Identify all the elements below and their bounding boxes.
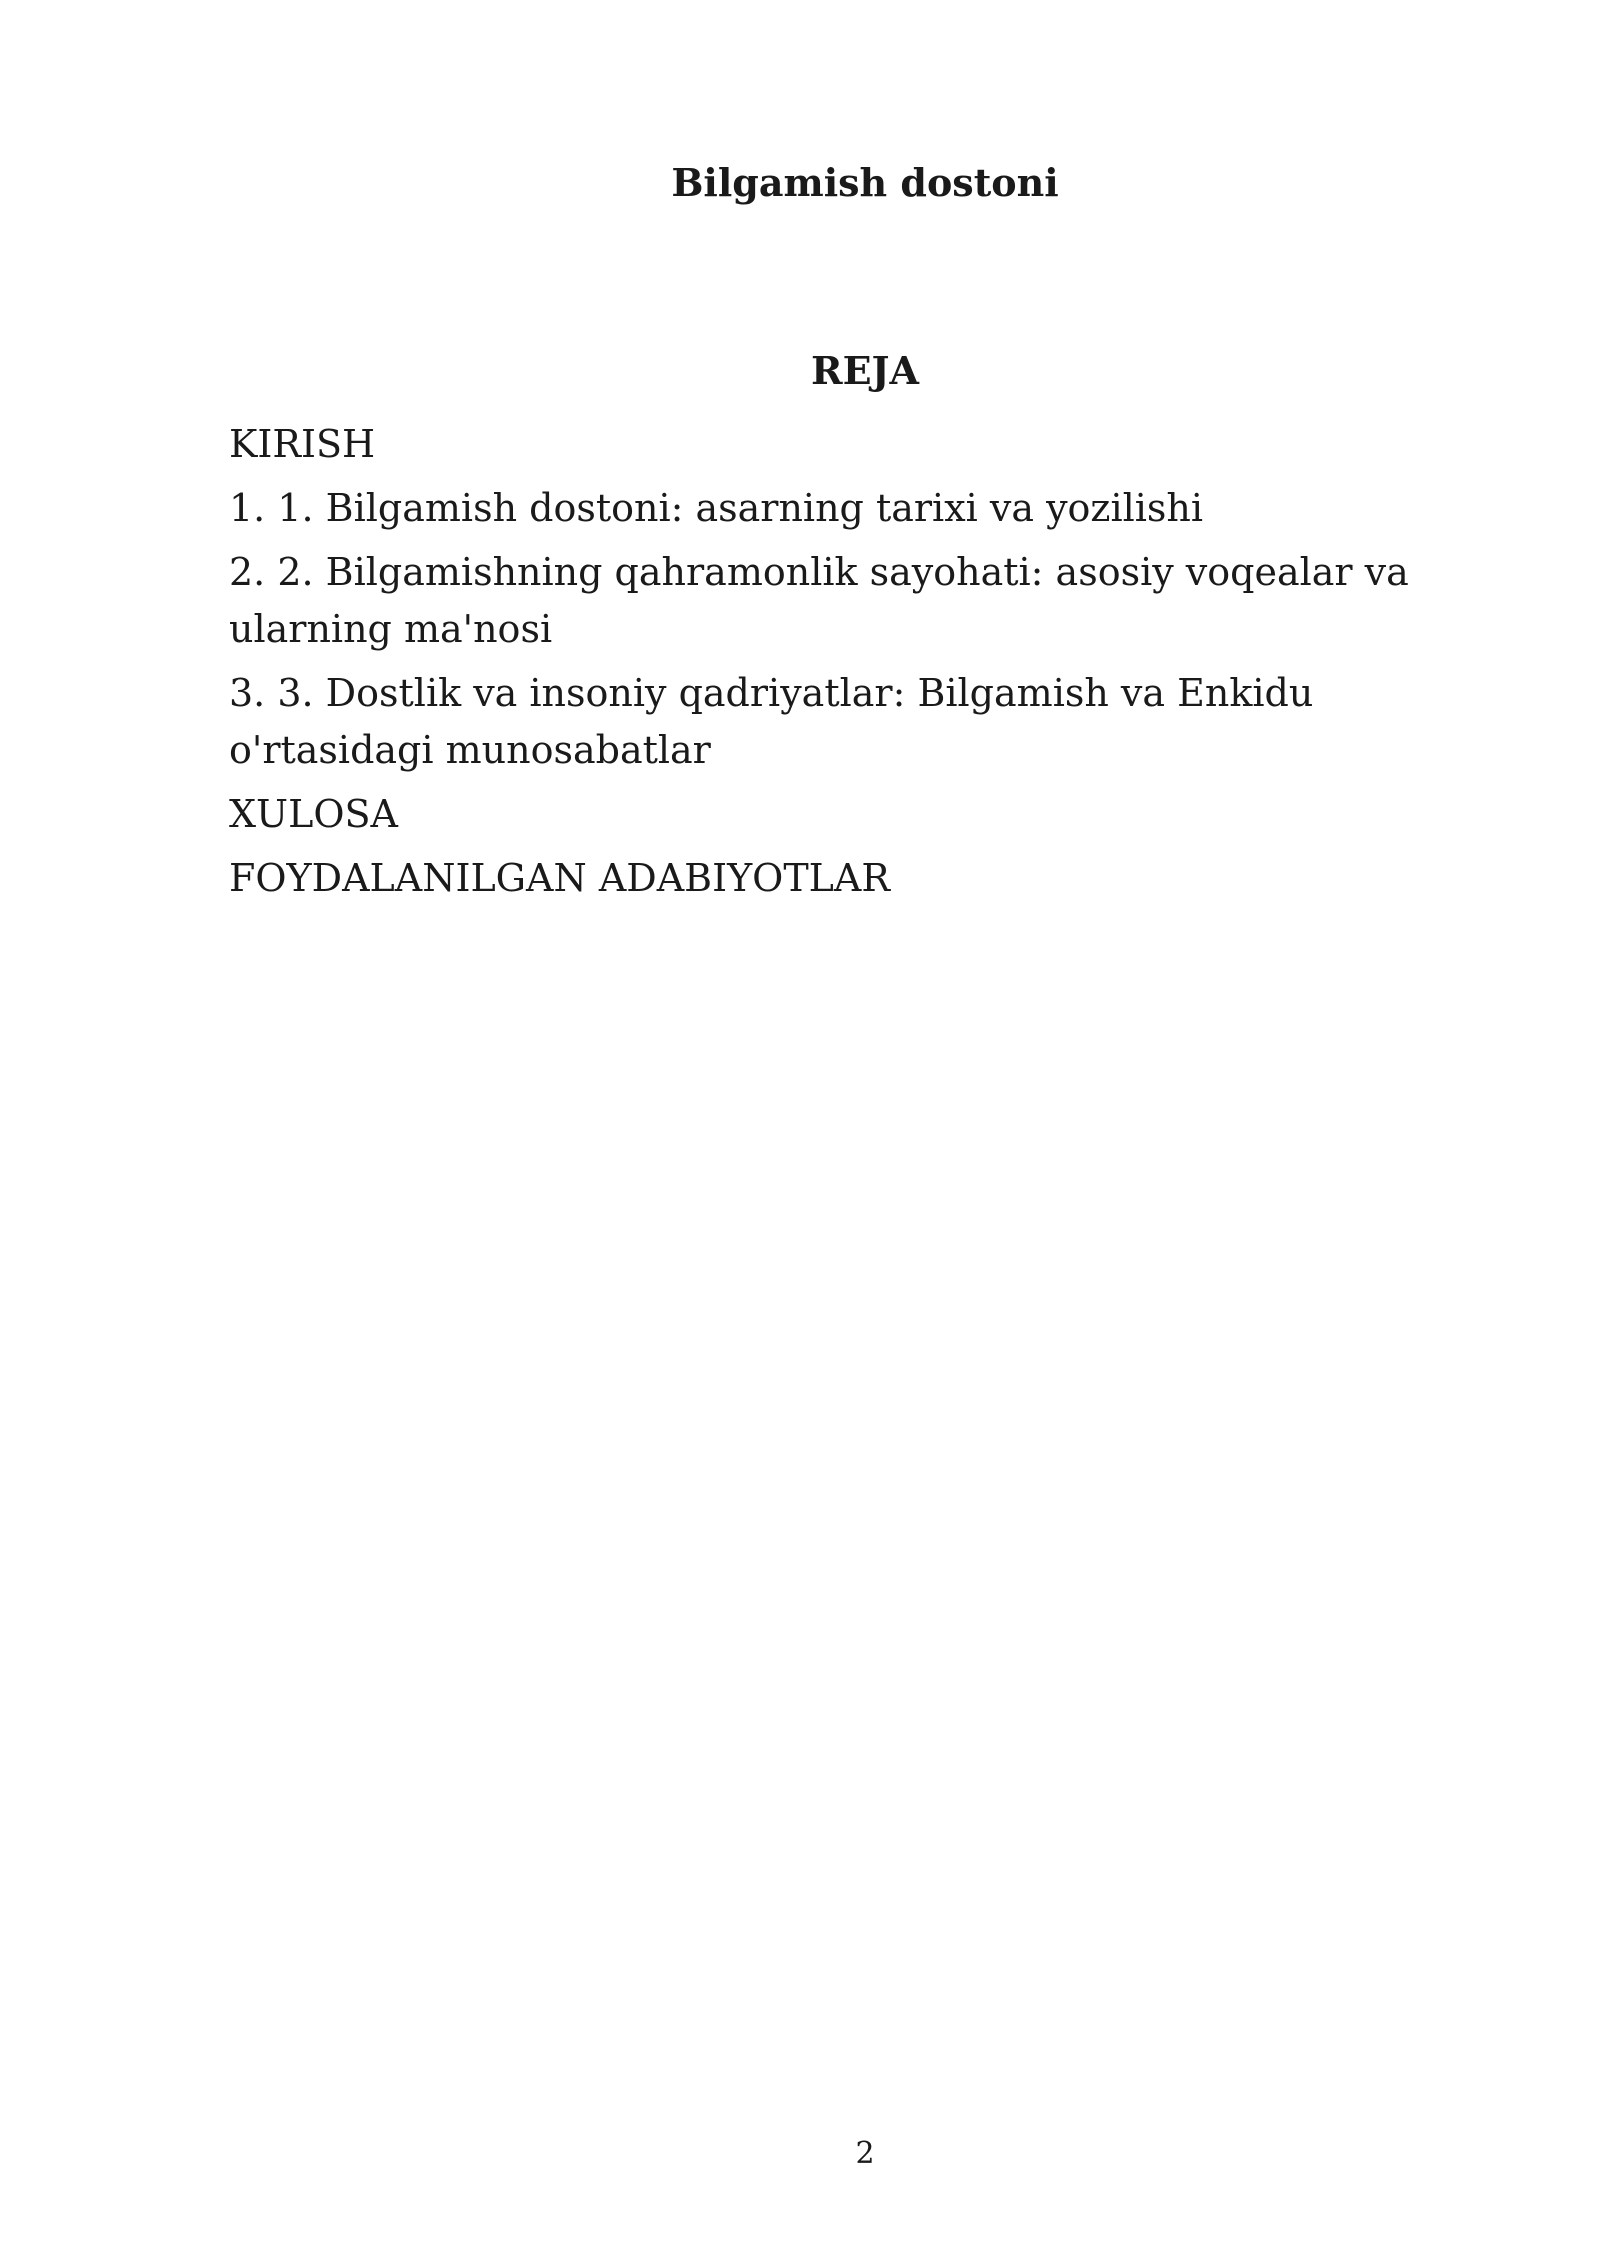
plan-item-conclusion: XULOSA: [229, 792, 398, 836]
plan-item-references: FOYDALANILGAN ADABIYOTLAR: [229, 856, 890, 900]
plan-heading: REJA: [810, 348, 919, 393]
plan-list: [229, 416, 1429, 914]
plan-item-introduction: KIRISH: [229, 422, 376, 466]
plan-item-2: 2. 2. Bilgamishning qahramonlik sayohati: asosiy voqealar va ularning ma'nosi: [229, 550, 1409, 651]
page-number: 2: [855, 2136, 875, 2171]
document-title: Bilgamish dostoni: [671, 160, 1059, 205]
plan-item-1: 1. 1. Bilgamish dostoni: asarning tarixi va yozilishi: [229, 486, 1204, 530]
plan-item-3: 3. 3. Dostlik va insoniy qadriyatlar: Bilgamish va Enkidu o'rtasidagi munosabatlar: [229, 671, 1314, 772]
